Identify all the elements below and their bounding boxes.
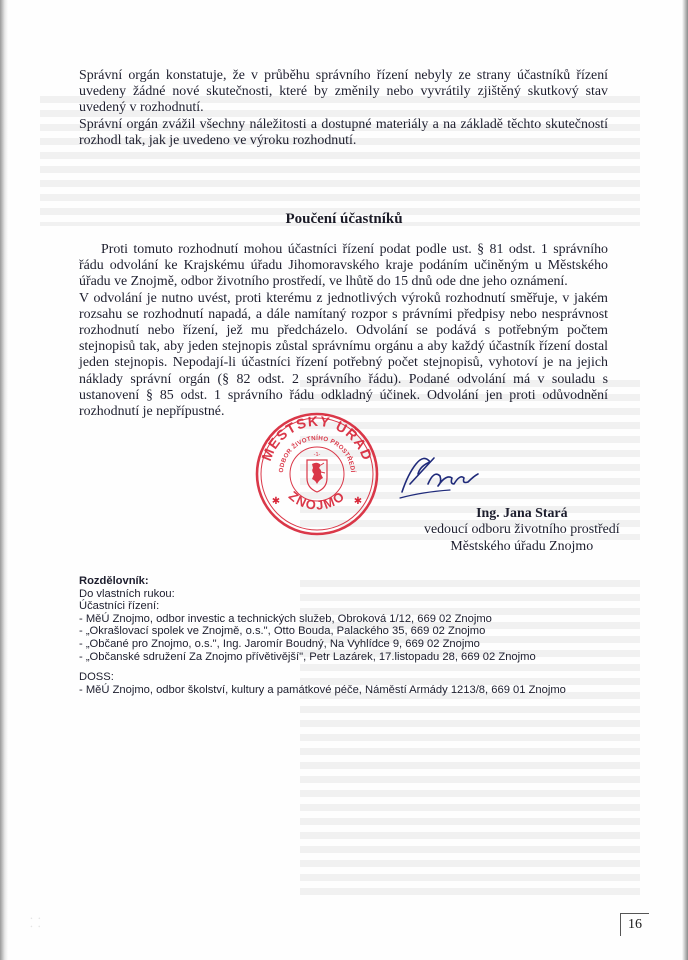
list-item: - „Občanské sdružení Za Znojmo přívětivější", Petr Lazárek, 17.listopadu 28, 669 02 Znojmo bbox=[79, 650, 536, 663]
paragraph-text: V odvolání je nutno uvést, proti kterému z jednotlivých výroků rozhodnutí směřuje, v jakém rozsahu se rozhodnutí napadá, a dále namítaný rozpor s právními předpisy nebo nesprávnost rozhodnutí nebo řízení, jež mu předcházelo. Odvolání se podává s potřebným počtem stejnopisů tak, aby jeden stejnopis zůstal správnímu orgánu a aby každý účastník řízení dostal jeden stejnopis. Nepodají-li účastníci řízení potřebný počet stejnopisů, vyhotoví je na jejich náklady správní orgán (§ 82 odst. 2 správního řádu). Podané odvolání má v souladu s ustanovení § 85 odst. 1 správního řádu odkladný účinek. Odvolání jen proti odůvodnění rozhodnutí je nepřípustné. bbox=[79, 290, 608, 420]
paragraph-text: Proti tomuto rozhodnutí mohou účastníci řízení podat podle ust. § 81 odst. 1 správního řádu odvolání ke Krajskému úřadu Jihomoravského kraje podáním učiněným u Městského úřadu ve Znojmě, odbor životního prostředí, ve lhůtě do 15 dnů ode dne jeho oznámení. bbox=[79, 242, 608, 290]
closing-paragraph bbox=[79, 68, 608, 149]
official-round-stamp bbox=[255, 412, 379, 536]
show-through-page-number-glyph: ⸬ bbox=[30, 915, 41, 930]
coat-of-arms-lion-icon bbox=[307, 460, 327, 492]
signer-name: Ing. Jana Stará bbox=[476, 506, 568, 521]
signer-role: vedoucí odboru životního prostředí bbox=[424, 522, 620, 538]
stamp-star-icon: ✱ bbox=[353, 496, 363, 507]
spacer bbox=[79, 663, 566, 671]
stamp-star-icon: ✱ bbox=[271, 496, 281, 507]
list-item: - „Okrašlovací spolek ve Znojmě, o.s.", Otto Bouda, Palackého 35, 669 02 Znojmo bbox=[79, 625, 486, 638]
page-edge-shadow-left bbox=[0, 0, 8, 960]
list-item: - MěÚ Znojmo, odbor školství, kultury a památkové péče, Náměstí Armády 1213/8, 669 01 Znojmo bbox=[79, 683, 566, 696]
stamp-city-text: ZNOJMO bbox=[285, 487, 349, 513]
list-item: - MěÚ Znojmo, odbor investic a technických služeb, Obroková 1/12, 669 02 Znojmo bbox=[79, 612, 492, 625]
section-heading: Poučení účastníků bbox=[285, 211, 403, 227]
participants-label: Účastníci řízení: bbox=[79, 600, 160, 613]
signature-block bbox=[424, 506, 620, 555]
distribution-list bbox=[79, 575, 566, 696]
delivery-method-label: Do vlastních rukou: bbox=[79, 587, 175, 600]
page-number: 16 bbox=[620, 913, 649, 936]
instructions-paragraph bbox=[79, 242, 608, 420]
stamp-department-text: ODBOR ŽIVOTNÍHO PROSTŘEDÍ bbox=[277, 434, 356, 473]
stamp-office-text: MĚSTSKÝ ÚŘAD bbox=[258, 412, 376, 464]
doss-label: DOSS: bbox=[79, 671, 114, 684]
stamp-number: -1- bbox=[313, 452, 321, 458]
distribution-title: Rozdělovník: bbox=[79, 575, 149, 587]
list-item: - „Občané pro Znojmo, o.s.", Ing. Jaromír Boudný, Na Vyhlídce 9, 669 02 Znojmo bbox=[79, 637, 480, 650]
page-edge-shadow-right bbox=[682, 0, 688, 960]
signer-office: Městského úřadu Znojmo bbox=[450, 538, 594, 554]
paragraph-text: Správní orgán zvážil všechny náležitosti a dostupné materiály a na základě těchto skutečností rozhodl tak, jak je uvedeno ve výroku rozhodnutí. bbox=[79, 116, 608, 148]
paragraph-text: Správní orgán konstatuje, že v průběhu správního řízení nebyly ze strany účastníků řízení uvedeny žádné nové skutečnosti, které by změnily nebo vyvrátily zjištěný skutkový stav uvedený v rozhodnutí. bbox=[79, 68, 608, 116]
handwritten-signature bbox=[394, 444, 486, 504]
